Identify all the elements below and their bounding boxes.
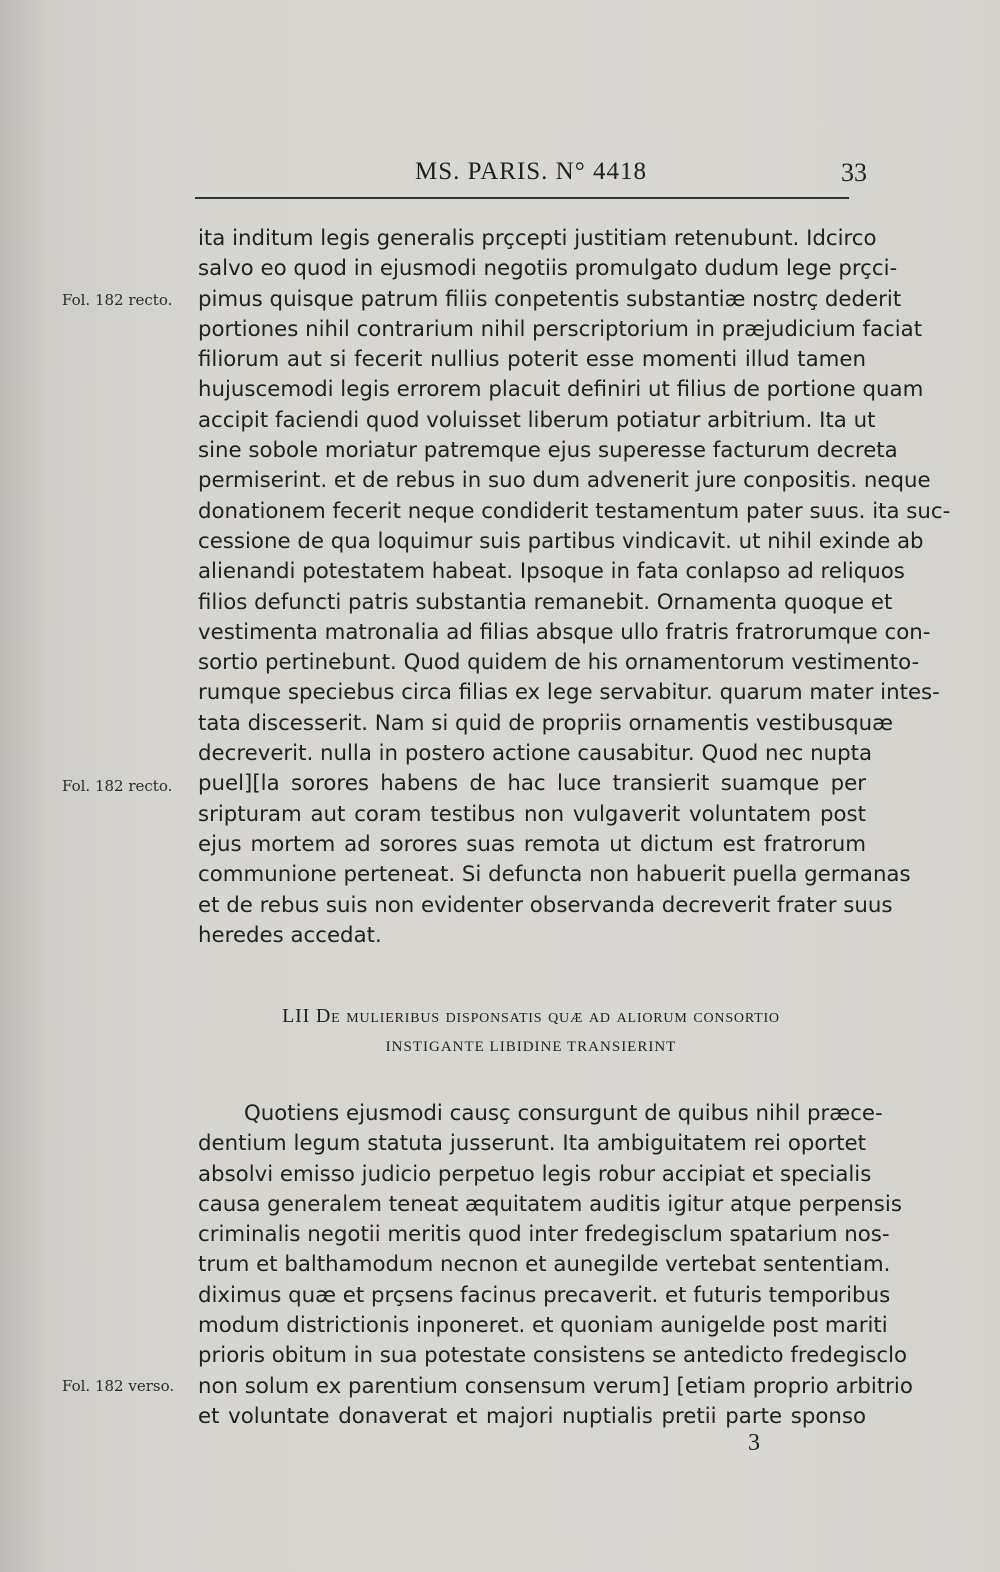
text-line: salvo eo quod in ejusmodi negotiis promulgato dudum lege prçci- bbox=[198, 256, 898, 282]
text-line: rumque speciebus circa filias ex lege servabitur. quarum mater intes- bbox=[198, 680, 940, 706]
text-line: prioris obitum in sua potestate consistens se antedicto fredegisclo bbox=[198, 1343, 908, 1369]
chapter-heading-line-1: LII De mulieribus disponsatis quæ ad aliorum consortio bbox=[282, 1005, 780, 1027]
text-line: absolvi emisso judicio perpetuo legis robur accipiat et specialis bbox=[198, 1161, 872, 1187]
text-line: permiserint. et de rebus in suo dum advenerit jure conpositis. neque bbox=[198, 468, 931, 494]
text-line: modum districtionis inponeret. et quoniam aunigelde post mariti bbox=[198, 1313, 888, 1339]
text-line: non solum ex parentium consensum verum] [etiam proprio arbitrio bbox=[198, 1373, 913, 1399]
text-line: communione perteneat. Si defuncta non habuerit puella germanas bbox=[198, 862, 911, 888]
main-text-block bbox=[198, 224, 951, 951]
text-line: alienandi potestatem habeat. Ipsoque in fata conlapso ad reliquos bbox=[198, 559, 905, 585]
signature-mark: 3 bbox=[748, 1430, 760, 1456]
text-line: vestimenta matronalia ad filias absque ullo fratris fratrorumque con- bbox=[198, 619, 931, 645]
text-line: sine sobole moriatur patremque ejus superesse facturum decreta bbox=[198, 438, 898, 464]
text-line: puel][la sorores habens de hac luce transierit suamque per bbox=[198, 771, 866, 797]
chapter-text-block bbox=[198, 1099, 913, 1432]
chapter-heading bbox=[195, 1002, 867, 1064]
text-line: hujuscemodi legis errorem placuit definiri ut filius de portione quam bbox=[198, 377, 924, 403]
running-head bbox=[195, 158, 867, 194]
text-line: decreverit. nulla in postero actione causabitur. Quod nec nupta bbox=[198, 741, 873, 767]
chapter-heading-line-2: INSTIGANTE LIBIDINE TRANSIERINT bbox=[385, 1039, 677, 1055]
margin-note-fol-182-recto-second: Fol. 182 recto. bbox=[62, 777, 173, 795]
margin-note-fol-182-recto: Fol. 182 recto. bbox=[62, 291, 173, 309]
text-line: criminalis negotii meritis quod inter fredegisclum spatarium nos- bbox=[198, 1222, 890, 1248]
page-number: 33 bbox=[841, 158, 867, 187]
text-line: et de rebus suis non evidenter observanda decreverit frater suus bbox=[198, 892, 893, 918]
text-line: trum et balthamodum necnon et aunegilde vertebat sententiam. bbox=[198, 1252, 891, 1278]
text-line: donationem fecerit neque condiderit testamentum pater suus. ita suc- bbox=[198, 498, 951, 524]
text-line: accipit faciendi quod voluisset liberum potiatur arbitrium. Ita ut bbox=[198, 407, 876, 433]
text-line: dentium legum statuta jusserunt. Ita ambiguitatem rei oportet bbox=[198, 1131, 866, 1157]
text-line: et voluntate donaverat et majori nuptialis pretii parte sponso bbox=[198, 1403, 866, 1429]
text-line: heredes accedat. bbox=[198, 922, 382, 948]
header-rule bbox=[195, 197, 849, 199]
text-line: filios defuncti patris substantia remanebit. Ornamenta quoque et bbox=[198, 589, 893, 615]
text-line: causa generalem teneat æquitatem auditis igitur atque perpensis bbox=[198, 1191, 902, 1217]
text-line: tata discesserit. Nam si quid de propriis ornamentis vestibusquæ bbox=[198, 710, 894, 736]
text-line: pimus quisque patrum filiis conpetentis substantiæ nostrç dederit bbox=[198, 286, 902, 312]
text-line: diximus quæ et prçsens facinus precaverit. et futuris temporibus bbox=[198, 1282, 891, 1308]
text-line: sortio pertinebunt. Quod quidem de his ornamentorum vestimento- bbox=[198, 650, 920, 676]
running-head-title: MS. PARIS. N° 4418 bbox=[414, 158, 647, 185]
text-line: sripturam aut coram testibus non vulgaverit voluntatem post bbox=[198, 801, 866, 827]
text-line: Quotiens ejusmodi causç consurgunt de quibus nihil præce- bbox=[244, 1101, 883, 1126]
text-line: filiorum aut si fecerit nullius poterit esse momenti illud tamen bbox=[198, 347, 866, 373]
text-line: ita inditum legis generalis prçcepti justitiam retenubunt. Idcirco bbox=[198, 226, 877, 251]
text-line: portiones nihil contrarium nihil perscriptorium in præjudicium faciat bbox=[198, 316, 923, 342]
text-line: cessione de qua loquimur suis partibus vindicavit. ut nihil exinde ab bbox=[198, 528, 924, 554]
margin-note-fol-182-verso: Fol. 182 verso. bbox=[62, 1377, 175, 1395]
text-line: ejus mortem ad sorores suas remota ut dictum est fratrorum bbox=[198, 831, 866, 857]
